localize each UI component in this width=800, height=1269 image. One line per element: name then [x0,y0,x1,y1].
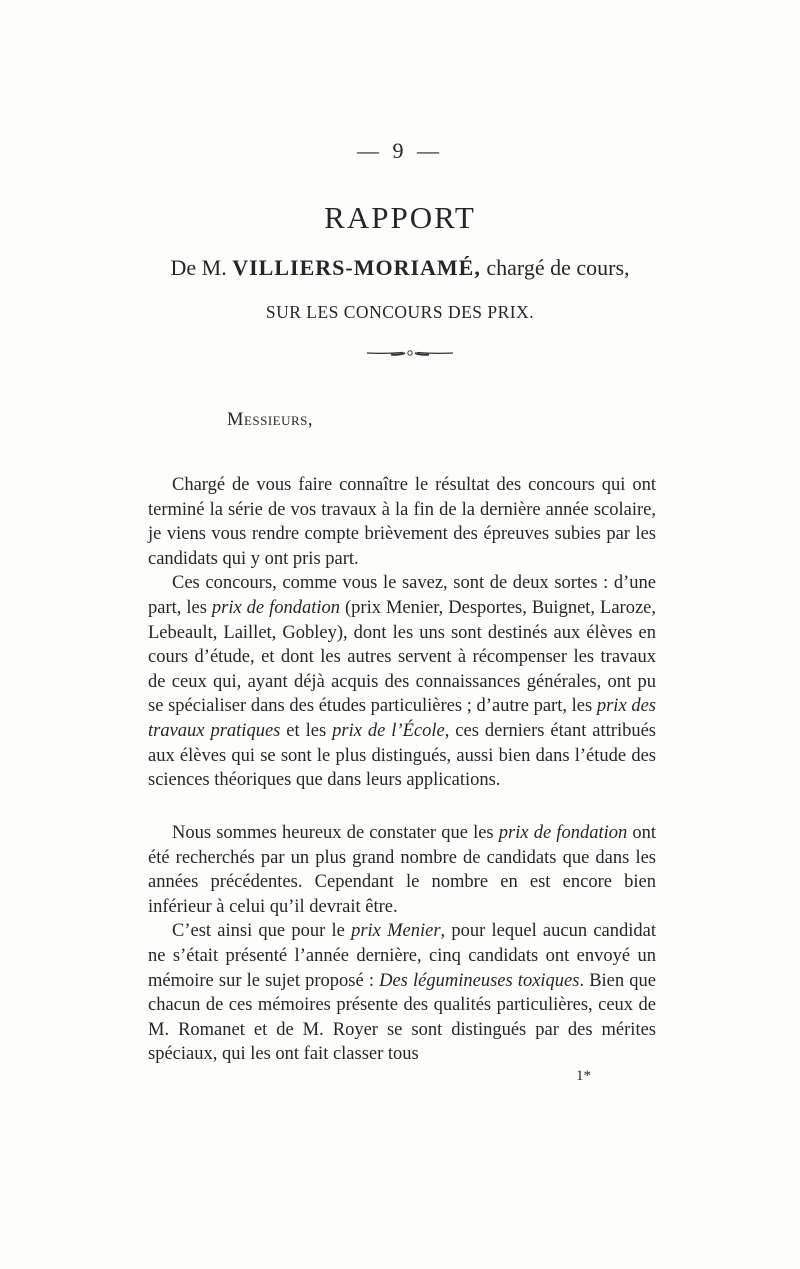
report-subtitle: SUR LES CONCOURS DES PRIX. [265,302,535,322]
ornament-divider [365,346,455,360]
text-run: . Bien que chacun de ces mémoires présente des qualités particulières, ceux de M. Romanet et de M. Royer se sont distingués par des mérites spéciaux, qui les ont fait classer tous [148,970,656,1065]
signature-mark: 1* [576,1068,591,1084]
author-role: chargé de cours, [486,255,630,280]
author-name: VILLIERS-MORIAMÉ, [232,255,481,280]
text-run: Ces concours, comme vous le savez, sont de deux sortes : d’une part, les [148,573,656,618]
paragraph [148,571,656,792]
text-run: Chargé de vous faire connaître le résultat des concours qui ont terminé la série de vos travaux à la fin de la dernière année scolaire, je viens vous rendre compte brièvement des épreuves subies par les candidats qui y ont pris part. [148,475,656,569]
report-title: RAPPORT [324,200,476,235]
paragraph [148,919,656,1067]
body-text-block-2 [148,821,656,1067]
author-prefix: De M. [170,255,227,280]
text-run: et les [280,720,333,741]
italic-term: Des légumineuses toxiques [379,970,580,991]
page-number: — 9 — [357,138,443,163]
italic-term: prix de fondation [211,597,341,618]
author-line [0,255,800,281]
text-run: , pour lequel aucun candidat ne s’était présenté l’année dernière, cinq candidats ont envoyé un mémoire sur le sujet proposé : [148,921,656,991]
paragraph [148,821,656,919]
paragraph [148,473,656,571]
text-run: , ces derniers étant attribués aux élèves qui se sont le plus distingués, aussi bien dans l’étude des sciences théoriques que dans leurs applications. [148,720,657,791]
italic-term: prix Menier [351,921,441,942]
salutation: Messieurs, [227,410,314,430]
body-text-block-1 [148,473,656,793]
italic-term: prix de fondation [498,823,628,843]
text-run: Nous sommes heureux de constater que les [172,823,499,843]
text-run: C’est ainsi que pour le [172,921,352,942]
italic-term: prix des travaux pratiques [148,696,656,741]
text-run: (prix Menier, Desportes, Buignet, Laroze, Lebeault, Laillet, Gobley), dont les uns sont destinés aux élèves en cours d’étude, et dont les autres servent à récompenser les travaux de ceux qui, ayant déjà acquis des connaissances générales, ont pu se spécialiser dans des études particulières ; d’autre part, les [148,597,656,717]
italic-term: prix de l’École [332,720,445,741]
text-run: ont été recherchés par un plus grand nombre de candidats que dans les années précédentes. Cependant le nombre en est encore bien inférieur à celui qu’il devrait être. [148,823,657,917]
